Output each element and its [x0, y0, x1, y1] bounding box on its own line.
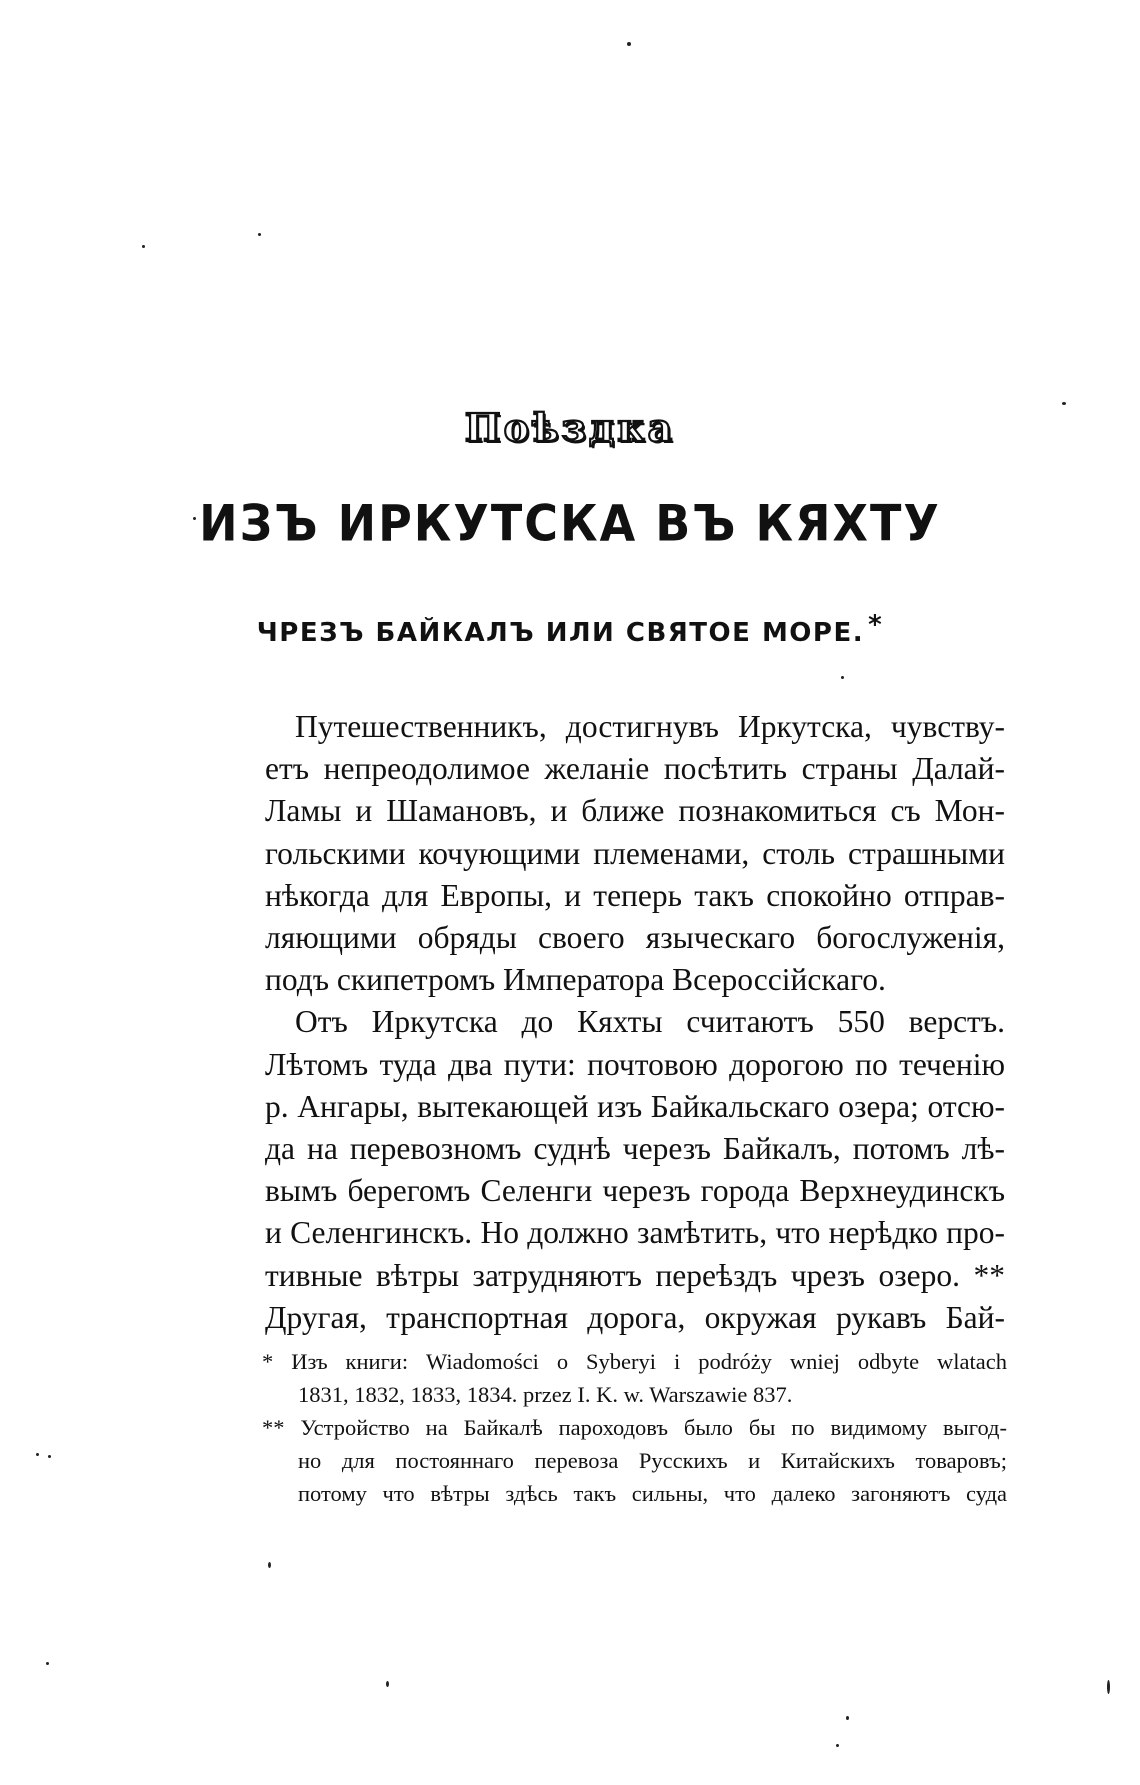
- footnote-1-line-2: 1831, 1832, 1833, 1834. przez I. K. w. Warszawie 837.: [298, 1382, 793, 1407]
- body-line: ляющими обряды своего языческаго богослуженія,: [265, 920, 1005, 956]
- heading-line-2: ИЗЪ ИРКУТСКА ВЪ КЯХТУ: [199, 493, 941, 553]
- footnote-2-line-3: потому что вѣтры здѣсь такъ сильны, что далеко загоняютъ суда: [298, 1481, 1007, 1506]
- body-line: тивные вѣтры затрудняютъ переѣздъ чрезъ озеро. **: [265, 1257, 1005, 1293]
- body-line: етъ непреодолимое желаніе посѣтить страны Далай-: [265, 751, 1005, 787]
- body-line: вымъ берегомъ Селенги черезъ города Верхнеудинскъ: [265, 1173, 1005, 1209]
- body-line: нѣкогда для Европы, и теперь такъ спокойно отправ-: [265, 877, 1005, 913]
- body-line: Лѣтомъ туда два пути: почтовою дорогою по теченію: [265, 1046, 1005, 1082]
- body-line: Отъ Иркутска до Кяхты считаютъ 550 верстъ.: [295, 1004, 1005, 1040]
- footnotes: [262, 1345, 1007, 1510]
- body-paragraphs: [265, 706, 1005, 1339]
- heading-line-1: Поѣздка: [464, 405, 676, 450]
- footnote-2-line-2: но для постояннаго перевоза Русскихъ и Китайскихъ товаровъ;: [298, 1448, 1007, 1473]
- footnote-2-line-1: ** Устройство на Байкалѣ пароходовъ было бы по видимому выгод-: [262, 1415, 1007, 1440]
- heading-line-3: [0, 610, 1140, 648]
- body-line: подъ скипетромъ Императора Всероссійскаго.: [265, 962, 886, 998]
- heading-line-3-text: ЧРЕЗЪ БАЙКАЛЪ ИЛИ СВЯТОЕ МОРЕ.: [256, 618, 865, 648]
- body-line: гольскими кочующими племенами, столь страшными: [265, 835, 1005, 871]
- body-line: и Селенгинскъ. Но должно замѣтить, что нерѣдко про-: [265, 1215, 1005, 1251]
- body-line: Ламы и Шамановъ, и ближе познакомиться съ Мон-: [265, 793, 1005, 829]
- footnote-1-line-1: * Изъ книги: Wiadomości o Syberyi i podróży wniej odbyte wlatach: [262, 1349, 1007, 1374]
- body-line: Другая, транспортная дорога, окружая рукавъ Бай-: [265, 1299, 1005, 1335]
- body-line: да на перевозномъ суднѣ черезъ Байкалъ, потомъ лѣ-: [265, 1131, 1005, 1167]
- body-line: Путешественникъ, достигнувъ Иркутска, чувству-: [295, 709, 1005, 744]
- footnote-marker: *: [868, 610, 884, 640]
- body-line: р. Ангары, вытекающей изъ Байкальскаго озера; отсю-: [265, 1088, 1005, 1124]
